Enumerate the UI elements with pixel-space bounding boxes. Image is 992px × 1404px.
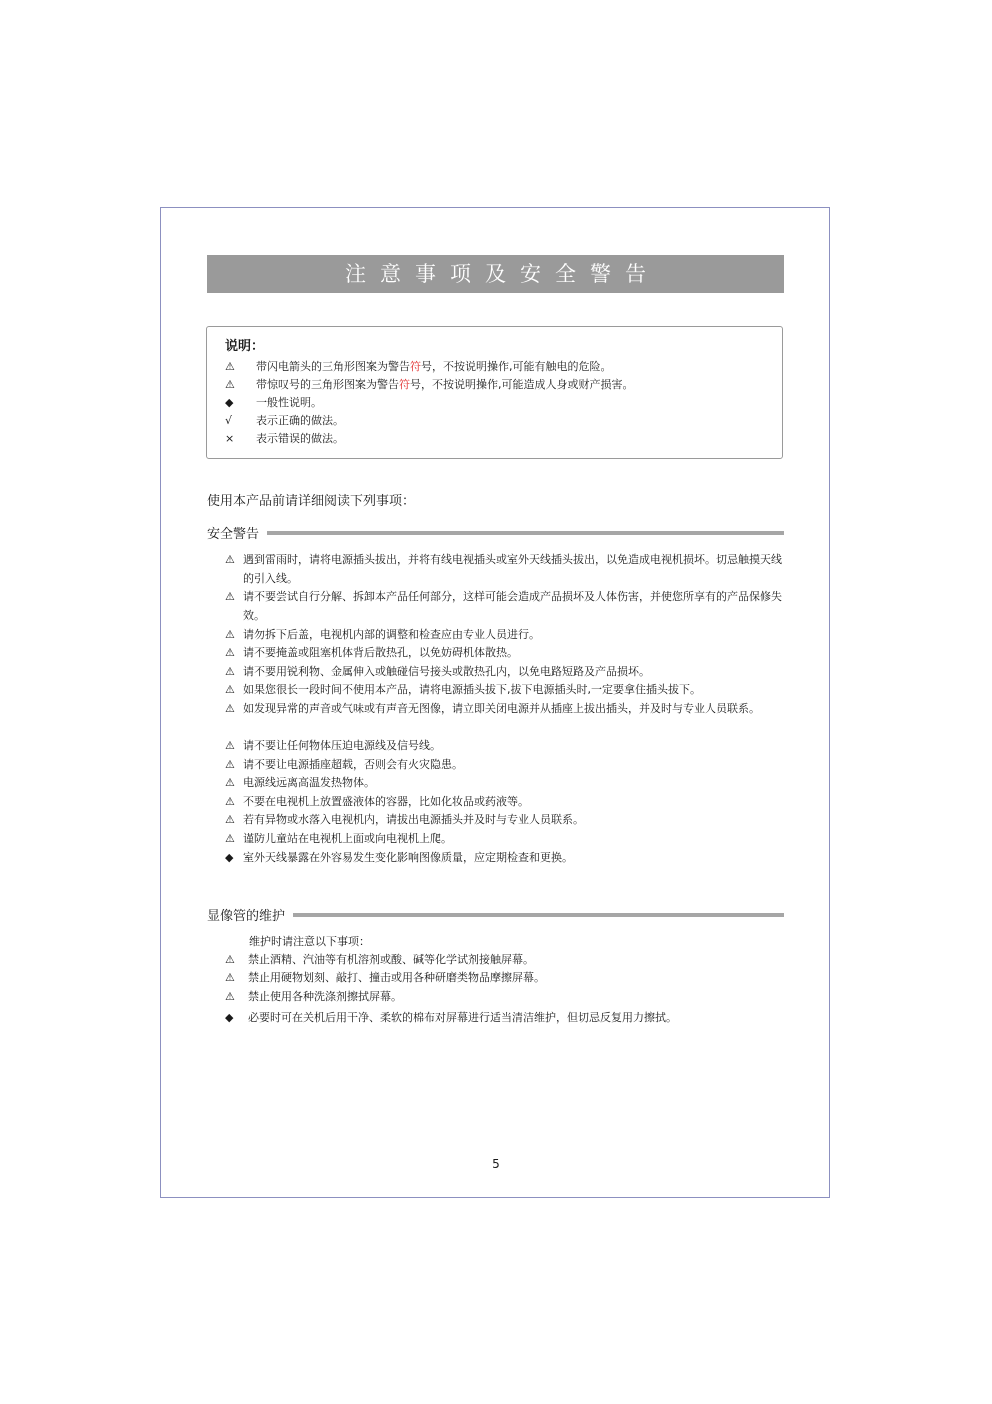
legend-row bbox=[225, 430, 344, 447]
warning-icon: ⚠ bbox=[225, 813, 235, 826]
lightning-warning-icon: ⚠ bbox=[225, 360, 235, 373]
safety-item-text: 不要在电视机上放置盛液体的容器，比如化妆品或药液等。 bbox=[243, 795, 529, 808]
legend-text: 带闪电箭头的三角形图案为警告符号，不按说明操作,可能有触电的危险。 bbox=[256, 360, 612, 373]
legend-text: 一般性说明。 bbox=[256, 396, 322, 409]
safety-item-text: 室外天线暴露在外容易发生变化影响图像质量，应定期检查和更换。 bbox=[243, 851, 573, 864]
warning-icon: ⚠ bbox=[225, 702, 235, 715]
safety-item bbox=[225, 830, 785, 849]
legend-box bbox=[206, 326, 783, 459]
safety-item bbox=[225, 849, 785, 868]
cross-icon: × bbox=[225, 432, 235, 445]
safety-item-text: 如果您很长一段时间不使用本产品，请将电源插头拔下,拔下电源插头时,一定要拿住插头拔下。 bbox=[243, 683, 701, 696]
exclamation-warning-icon: ⚠ bbox=[225, 378, 235, 391]
safety-item-text: 电源线远离高温发热物体。 bbox=[243, 776, 375, 789]
safety-item-text: 若有异物或水落入电视机内，请拔出电源插头并及时与专业人员联系。 bbox=[243, 813, 584, 826]
safety-item bbox=[225, 663, 785, 682]
warning-icon: ⚠ bbox=[225, 665, 235, 678]
legend-heading: 说明： bbox=[225, 339, 265, 354]
safety-item bbox=[225, 588, 785, 625]
safety-item-text: 谨防儿童站在电视机上面或向电视机上爬。 bbox=[243, 832, 452, 845]
warning-icon: ⚠ bbox=[225, 795, 235, 808]
safety-item-text: 请不要让任何物体压迫电源线及信号线。 bbox=[243, 739, 441, 752]
intro-text: 使用本产品前请详细阅读下列事项： bbox=[207, 494, 416, 509]
safety-item bbox=[225, 774, 785, 793]
warning-icon: ⚠ bbox=[225, 953, 235, 966]
check-icon: √ bbox=[225, 414, 233, 427]
safety-item bbox=[225, 700, 785, 719]
safety-item-text: 请不要尝试自行分解、拆卸本产品任何部分，这样可能会造成产品损坏及人体伤害，并使您所享有的产品保修失效。 bbox=[243, 590, 782, 622]
maintenance-heading: 显像管的维护 bbox=[207, 909, 286, 924]
safety-item bbox=[225, 737, 785, 756]
legend-row bbox=[225, 394, 322, 411]
safety-item bbox=[225, 551, 785, 588]
safety-item-text: 请不要用锐利物、金属伸入或触碰信号接头或散热孔内，以免电路短路及产品损坏。 bbox=[243, 665, 650, 678]
maintenance-item-text: 必要时可在关机后用干净、柔软的棉布对屏幕进行适当清洁维护，但切忌反复用力擦拭。 bbox=[248, 1011, 677, 1024]
safety-heading: 安全警告 bbox=[207, 527, 260, 542]
safety-item bbox=[225, 626, 785, 645]
legend-row bbox=[225, 376, 634, 393]
safety-item bbox=[225, 644, 785, 663]
safety-item-text: 请勿拆下后盖，电视机内部的调整和检查应由专业人员进行。 bbox=[243, 628, 540, 641]
warning-icon: ⚠ bbox=[225, 971, 235, 984]
safety-item-text: 请不要让电源插座超载，否则会有火灾隐患。 bbox=[243, 758, 463, 771]
warning-icon: ⚠ bbox=[225, 646, 235, 659]
warning-icon: ⚠ bbox=[225, 553, 235, 566]
maintenance-item-text: 禁止使用各种洗涤剂擦拭屏幕。 bbox=[248, 990, 402, 1003]
maintenance-item-text: 禁止用硬物划刻、敲打、撞击或用各种研磨类物品摩擦屏幕。 bbox=[248, 971, 545, 984]
maintenance-item-text: 禁止酒精、汽油等有机溶剂或酸、碱等化学试剂接触屏幕。 bbox=[248, 953, 534, 966]
maintenance-item bbox=[225, 969, 785, 987]
safety-section-header bbox=[207, 523, 784, 542]
warning-icon: ⚠ bbox=[225, 739, 235, 752]
maintenance-section-header bbox=[207, 905, 784, 924]
page-number: 5 bbox=[492, 1157, 500, 1171]
safety-item bbox=[225, 756, 785, 775]
section-rule bbox=[267, 531, 784, 535]
safety-item-text: 请不要掩盖或阻塞机体背后散热孔，以免妨碍机体散热。 bbox=[243, 646, 518, 659]
maintenance-intro: 维护时请注意以下事项： bbox=[249, 935, 370, 948]
warning-icon: ⚠ bbox=[225, 590, 235, 603]
diamond-icon: ◆ bbox=[225, 851, 234, 864]
warning-icon: ⚠ bbox=[225, 832, 235, 845]
diamond-icon: ◆ bbox=[225, 1011, 234, 1024]
safety-item-text: 遇到雷雨时，请将电源插头拔出，并将有线电视插头或室外天线插头拔出，以免造成电视机损坏。切忌触摸天线的引入线。 bbox=[243, 553, 782, 585]
legend-text: 表示错误的做法。 bbox=[256, 432, 344, 445]
maintenance-item bbox=[225, 951, 785, 969]
warning-icon: ⚠ bbox=[225, 776, 235, 789]
diamond-icon: ◆ bbox=[225, 396, 234, 409]
safety-item bbox=[225, 811, 785, 830]
legend-row bbox=[225, 358, 612, 375]
warning-icon: ⚠ bbox=[225, 758, 235, 771]
legend-text: 带惊叹号的三角形图案为警告符号，不按说明操作,可能造成人身或财产损害。 bbox=[256, 378, 634, 391]
maintenance-item bbox=[225, 1009, 785, 1027]
maintenance-item bbox=[225, 988, 785, 1006]
section-rule bbox=[293, 913, 784, 917]
safety-item-text: 如发现异常的声音或气味或有声音无图像，请立即关闭电源并从插座上拔出插头，并及时与专业人员联系。 bbox=[243, 702, 760, 715]
page-title: 注意事项及安全警告 bbox=[207, 255, 784, 293]
legend-row bbox=[225, 412, 344, 429]
legend-text: 表示正确的做法。 bbox=[256, 414, 344, 427]
safety-item bbox=[225, 793, 785, 812]
warning-icon: ⚠ bbox=[225, 683, 235, 696]
warning-icon: ⚠ bbox=[225, 628, 235, 641]
warning-icon: ⚠ bbox=[225, 990, 235, 1003]
safety-item bbox=[225, 681, 785, 700]
